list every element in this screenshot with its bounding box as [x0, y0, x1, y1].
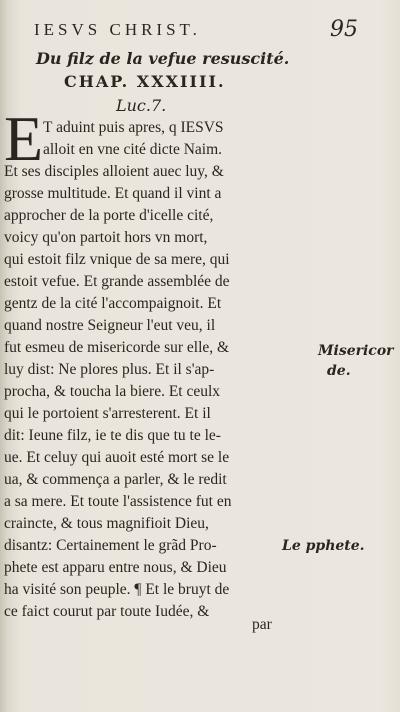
page-number: 95 — [330, 17, 358, 42]
catchword: par — [252, 616, 272, 633]
text-line: T aduint puis apres, q IESVS — [43, 119, 224, 136]
drop-cap: E — [4, 103, 44, 174]
text-line: gentz de la cité l'accompaignoit. Et — [4, 295, 222, 312]
text-line: voicy qu'on partoit hors vn mort, — [4, 229, 208, 246]
text-line: procha, & toucha la biere. Et ceulx — [4, 383, 221, 400]
text-line: ha visité son peuple. ¶ Et le bruyt de — [4, 581, 230, 598]
text-line: a sa mere. Et toute l'assistence fut en — [4, 493, 232, 510]
text-line: ua, & commença a parler, & le redit — [4, 471, 227, 488]
text-line: grosse multitude. Et quand il vint a — [4, 185, 222, 202]
text-line: craincte, & tous magnifioit Dieu, — [4, 515, 209, 532]
margin-note: Misericor — [318, 343, 394, 359]
scripture-reference: Luc.7. — [116, 96, 167, 115]
margin-note: de. — [327, 363, 351, 379]
text-line: qui le portoient s'arresterent. Et il — [4, 405, 211, 422]
text-line: luy dist: Ne plores plus. Et il s'ap- — [4, 361, 215, 378]
text-line: quand nostre Seigneur l'eut veu, il — [4, 317, 216, 334]
text-line: estoit vefue. Et grande assemblée de — [4, 273, 230, 290]
chapter-title: CHAP. XXXIIII. — [64, 72, 226, 91]
text-line: ue. Et celuy qui auoit esté mort se le — [4, 449, 230, 466]
text-line: qui estoit filz vnique de sa mere, qui — [4, 251, 230, 268]
text-line: fut esmeu de misericorde sur elle, & — [4, 339, 230, 356]
margin-note: Le pphete. — [282, 538, 365, 554]
text-line: phete est apparu entre nous, & Dieu — [4, 559, 227, 576]
running-head: IESVS CHRIST. — [34, 20, 201, 39]
text-line: Et ses disciples alloient auec luy, & — [4, 163, 224, 180]
text-line: alloit en vne cité dicte Naim. — [43, 141, 223, 158]
chapter-subtitle: Du filz de la vefue resuscité. — [36, 49, 290, 68]
text-line: ce faict courut par toute Iudée, & — [4, 603, 210, 620]
text-line: dit: Ieune filz, ie te dis que tu te le- — [4, 427, 221, 444]
text-line: approcher de la porte d'icelle cité, — [4, 207, 214, 224]
text-line: disantz: Certainement le grãd Pro- — [4, 537, 217, 554]
